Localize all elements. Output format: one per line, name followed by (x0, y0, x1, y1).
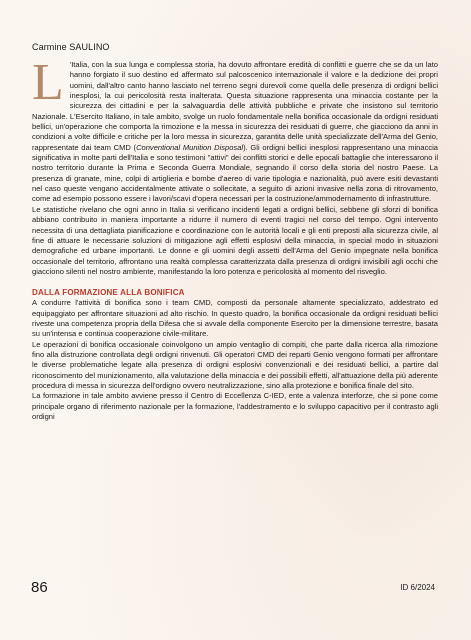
drop-cap: L (32, 54, 64, 111)
intro-text-end: ). Gli ordigni bellici inesplosi rappresentano una minaccia significativa in molte parti dell'Italia e sono testimoni "attivi" dei conflitti storici e delle epocali battaglie che interessarono il nostro territorio durante la Prima e Seconda Guerra Mondiale, segnando il corso della storia del nostro Paese. La presenza di granate, mine, colpi di artiglieria e bombe d'aereo di varie tipologia e nazionalità, può avere esiti devastanti nel caso queste vengano accidentalmente attivate o sollecitate, a seguito di azioni invasive nella zona di ritrovamento, come ad esempio possono essere i lavori/scavi d'opera necessari per la costruzione/ammodernamento di infrastrutture. (32, 142, 439, 204)
page-number: 86 (31, 579, 48, 596)
issue-label: ID 6/2024 (400, 583, 435, 592)
intro-paragraph (32, 54, 439, 205)
intro-text-start: 'Italia, con la sua lunga e complessa storia, ha dovuto affrontare eredità di conflitti e guerre che se da un lato hanno forgiato il suo destino ed affermato sul palcoscenico internazionale il valore e la dedizione dei propri uomini, dall'altro canto hanno lasciato nel terreno segni durevoli come quella delle presenza di ordigni bellici inesplosi, la cui pericolosità resta inalterata. Questa situazione rappresenta una minaccia costante per la sicurezza dei cittadini e per la salvaguardia delle attività pubbliche e private che insistono sul territorio Nazionale. L'Esercito Italiano, in tale ambito, svolge un ruolo fondamentale nella bonifica occasionale da ordigni residuati bellici, un'operazione che comporta la rimozione e la messa in sicurezza dei residuati di guerre, che giacciono da anni in condizioni a volte difficile e critiche per la loro messa in sicurezza, garantita delle unità specializzate dell'Arma del Genio, rappresentate dai team CMD ( (32, 60, 438, 152)
section-paragraph: Le operazioni di bonifica occasionale coinvolgono un ampio ventaglio di compiti, che parte dalla ricerca alla rimozione fino alla distruzione controllata degli ordigni rinvenuti. Gli operatori CMD dei reparti Genio vengono formati per affrontare le diverse problematiche legate alla presenza di ordigni esplosivi convenzionali e dei residuati bellici, a partire dal riconoscimento del munizionamento, alla valutazione della minaccia e dei possibili effetti, all'attuazione della più aderente procedura di messa in sicurezza dell'ordigno ovvero neutralizzazione, sino alla protezione e bonifica finale del sito. (32, 339, 438, 390)
section-heading: DALLA FORMAZIONE ALLA BONIFICA (32, 288, 185, 298)
section-paragraph: La formazione in tale ambito avviene presso il Centro di Eccellenza C-IED, ente a valenza interforze, che si pone come principale organo di riferimento nazionale per la formazione, l'addestramento e lo sviluppo capacitivo per il contrasto agli ordigni (32, 391, 438, 421)
section-paragraph: A condurre l'attività di bonifica sono i team CMD, composti da personale altamente specializzato, addestrato ed equipaggiato per affrontare situazioni ad alto rischio. In questo quadro, la bonifica occasionale da ordigni residuati bellici riveste una competenza propria della Difesa che si avvale della componente Esercito per la dimensione terrestre, basata su un'intensa e continua cooperazione civile-militare. (32, 298, 438, 339)
body-paragraph: Le statistiche rivelano che ogni anno in Italia si verificano incidenti legati a ordigni bellici, sebbene gli sforzi di bonifica abbiano contribuito in maniera importante a ridurre il numero di eventi tragici nel corso del tempo. Ogni intervento necessita di una dettagliata pianificazione e coordinazione con le autorità locali e gli enti preposti alla sicurezza civile, al fine di attuare le necessarie soluzioni di mitigazione agli effetti esplosivi della minaccia, in special modo in situazioni demografiche ed urbane importanti. Le donne e gli uomini degli assetti dell'Arma del Genio impegnate nella bonifica occasionale del territorio, affrontano una realtà complessa caratterizzata dalla presenza di ordigni invisibili agli occhi che giacciono silenti nel nostro ambiente, manifestando la loro potenza e pericolosità al momento del risveglio. (32, 204, 438, 276)
intro-emphasis: Conventional Munition Disposal (136, 142, 244, 152)
author-name: Carmine SAULINO (32, 42, 110, 52)
article-body (32, 54, 439, 422)
